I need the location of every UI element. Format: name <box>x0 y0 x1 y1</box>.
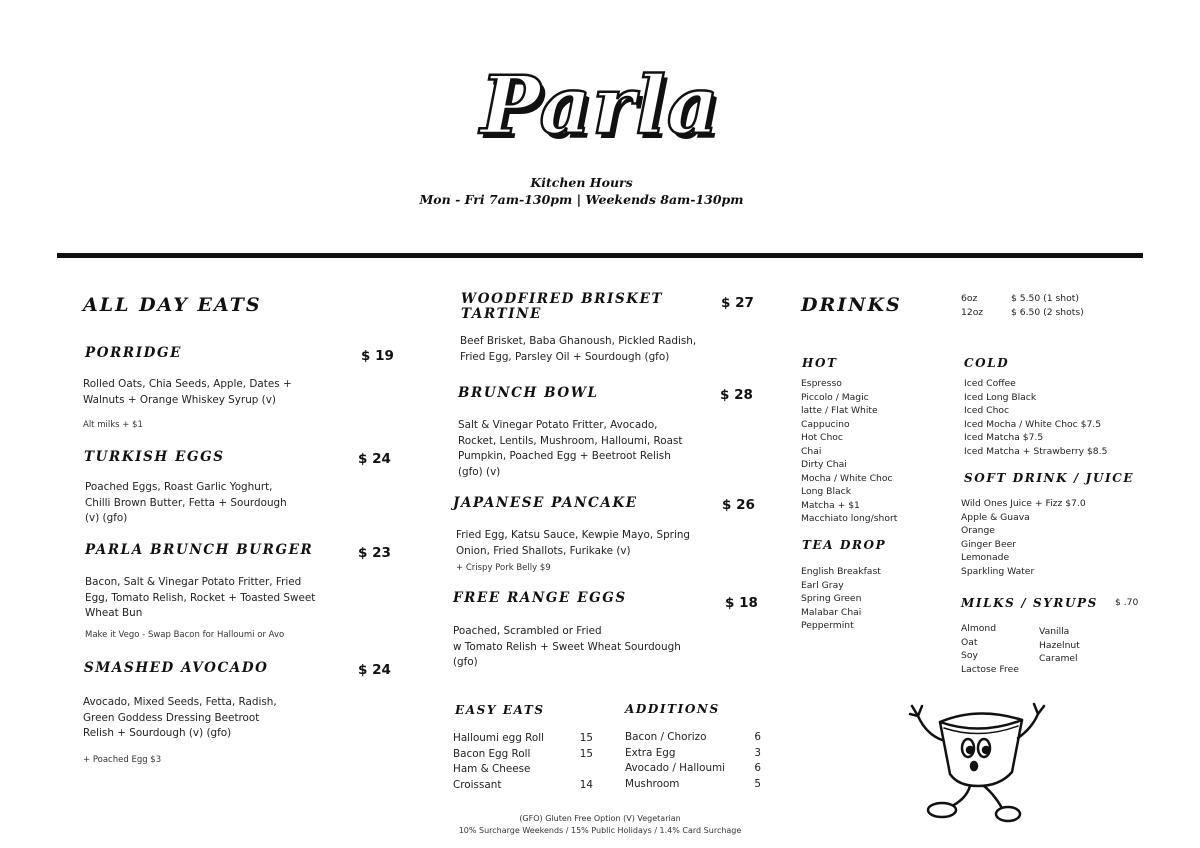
brunch-bowl-name: BRUNCH BOWL <box>458 385 599 401</box>
list-item: Hazelnut <box>1039 639 1080 651</box>
list-item: Sparkling Water <box>961 565 1035 577</box>
hot-drinks-list <box>801 377 897 526</box>
brisket-tartine-name: WOODFIRED BRISKET TARTINE <box>461 291 664 322</box>
list-item: Iced Matcha $7.5 <box>964 432 1044 443</box>
list-item: Mocha / White Choc <box>801 472 893 484</box>
cold-drinks-list <box>964 377 1107 458</box>
list-item: Halloumi egg Roll 15 <box>453 732 593 744</box>
list-item: Oat <box>961 636 978 648</box>
footer-surcharges: 10% Surcharge Weekends / 15% Public Holidays / 1.4% Card Surchage <box>458 826 742 835</box>
syrups-list <box>1039 625 1080 666</box>
list-item: 12oz $ 6.50 (2 shots) <box>961 306 1084 318</box>
list-item: Macchiato long/short <box>801 513 898 524</box>
list-item: Lactose Free <box>961 663 1019 675</box>
list-item: Cappucino <box>801 418 850 430</box>
porridge-description: Rolled Oats, Chia Seeds, Apple, Dates + Walnuts + Orange Whiskey Syrup (v) <box>83 378 292 406</box>
list-item: Piccolo / Magic <box>801 391 869 403</box>
soft-drink-juice-title: SOFT DRINK / JUICE <box>964 471 1135 485</box>
list-item: Soy <box>961 650 978 661</box>
porridge-note: Alt milks + $1 <box>83 420 143 430</box>
milks-syrups-price: $ .70 <box>1115 597 1139 608</box>
turkish-eggs-description: Poached Eggs, Roast Garlic Yoghurt, Chilli Brown Butter, Fetta + Sourdough (v) (gfo) <box>85 481 287 524</box>
list-item: Iced Matcha + Strawberry $8.5 <box>964 445 1108 457</box>
header-divider <box>57 253 1143 258</box>
japanese-pancake-note: + Crispy Pork Belly $9 <box>456 563 551 573</box>
list-item: Matcha + $1 <box>801 499 860 511</box>
smashed-avocado-price: $ 24 <box>358 662 391 678</box>
list-item: Wild Ones Juice + Fizz $7.0 <box>961 498 1086 509</box>
additions-title: ADDITIONS <box>625 702 720 716</box>
list-item: Caramel <box>1039 653 1078 664</box>
list-item: Orange <box>961 525 995 536</box>
kitchen-hours-title: Kitchen Hours <box>530 175 633 190</box>
list-item: Chai <box>801 445 822 457</box>
tea-list <box>801 565 881 633</box>
brunch-burger-note: Make it Vego - Swap Bacon for Halloumi or Avo <box>85 630 285 640</box>
list-item: Avocado / Halloumi 6 <box>625 762 761 774</box>
list-item: Malabar Chai <box>801 606 862 618</box>
list-item: Ham & Cheese <box>453 763 531 775</box>
additions-list <box>625 730 761 792</box>
kitchen-hours: Mon - Fri 7am-130pm | Weekends 8am-130pm <box>419 192 744 207</box>
japanese-pancake-name: JAPANESE PANCAKE <box>453 495 638 511</box>
coffee-sizes <box>961 292 1084 319</box>
free-range-eggs-price: $ 18 <box>725 595 758 611</box>
list-item: Long Black <box>801 486 852 497</box>
brisket-tartine-description: Beef Brisket, Baba Ghanoush, Pickled Radish, Fried Egg, Parsley Oil + Sourdough (gfo) <box>460 335 697 363</box>
easy-eats-title: EASY EATS <box>455 703 545 717</box>
hot-title: HOT <box>802 356 838 370</box>
list-item: Lemonade <box>961 552 1010 563</box>
milks-syrups-title: MILKS / SYRUPS <box>961 596 1098 610</box>
list-item: Almond <box>961 623 997 634</box>
brunch-bowl-description: Salt & Vinegar Potato Fritter, Avocado, Rocket, Lentils, Mushroom, Halloumi, Roast Pumpkin, Poached Egg + Beetroot Relish (gfo) (v) <box>458 419 683 478</box>
turkish-eggs-price: $ 24 <box>358 451 391 467</box>
smashed-avocado-name: SMASHED AVOCADO <box>84 660 269 676</box>
all-day-eats-title: ALL DAY EATS <box>83 294 262 316</box>
list-item: Bacon / Chorizo 6 <box>625 731 761 743</box>
milks-list <box>961 622 1019 676</box>
brand-logo: Parla <box>480 58 720 152</box>
list-item: Hot Choc <box>801 432 843 443</box>
list-item: Mushroom 5 <box>625 777 761 790</box>
list-item: 6oz $ 5.50 (1 shot) <box>961 293 1079 304</box>
turkish-eggs-name: TURKISH EGGS <box>84 449 225 465</box>
list-item: Iced Long Black <box>964 391 1037 403</box>
smashed-avocado-note: + Poached Egg $3 <box>83 755 162 765</box>
japanese-pancake-price: $ 26 <box>722 497 755 513</box>
smashed-avocado-description: Avocado, Mixed Seeds, Fetta, Radish, Green Goddess Dressing Beetroot Relish + Sourdough (v) (gfo) <box>83 696 277 739</box>
list-item: Espresso <box>801 378 842 389</box>
list-item: Spring Green <box>801 593 862 604</box>
drinks-title: DRINKS <box>801 294 902 316</box>
coffee-cup-mascot-icon <box>900 700 1060 825</box>
free-range-eggs-name: FREE RANGE EGGS <box>453 590 627 606</box>
list-item: Croissant 14 <box>453 778 593 791</box>
list-item: Vanilla <box>1039 626 1070 637</box>
list-item: Earl Gray <box>801 579 844 591</box>
soft-drinks-list <box>961 497 1086 578</box>
list-item: Iced Coffee <box>964 378 1016 389</box>
easy-eats-list <box>453 731 593 793</box>
list-item: Bacon Egg Roll 15 <box>453 747 593 760</box>
porridge-price: $ 19 <box>361 348 394 364</box>
free-range-eggs-description: Poached, Scrambled or Fried w Tomato Relish + Sweet Wheat Sourdough (gfo) <box>453 625 681 668</box>
brunch-burger-description: Bacon, Salt & Vinegar Potato Fritter, Fried Egg, Tomato Relish, Rocket + Toasted Sweet Wheat Bun <box>85 576 316 619</box>
brunch-bowl-price: $ 28 <box>720 387 753 403</box>
brunch-burger-name: PARLA BRUNCH BURGER <box>85 542 314 558</box>
cold-title: COLD <box>964 356 1010 370</box>
brisket-tartine-price: $ 27 <box>721 295 754 311</box>
list-item: Iced Choc <box>964 405 1010 416</box>
porridge-name: PORRIDGE <box>85 345 182 361</box>
list-item: Ginger Beer <box>961 538 1017 550</box>
list-item: Extra Egg 3 <box>625 746 761 759</box>
list-item: English Breakfast <box>801 566 881 577</box>
brunch-burger-price: $ 23 <box>358 545 391 561</box>
tea-drop-title: TEA DROP <box>802 538 887 552</box>
list-item: Dirty Chai <box>801 459 847 470</box>
list-item: Apple & Guava <box>961 511 1030 523</box>
japanese-pancake-description: Fried Egg, Katsu Sauce, Kewpie Mayo, Spring Onion, Fried Shallots, Furikake (v) <box>456 529 691 557</box>
footer-legend: (GFO) Gluten Free Option (V) Vegetarian <box>519 814 681 823</box>
list-item: latte / Flat White <box>801 405 878 416</box>
list-item: Iced Mocha / White Choc $7.5 <box>964 418 1102 430</box>
list-item: Peppermint <box>801 620 854 631</box>
